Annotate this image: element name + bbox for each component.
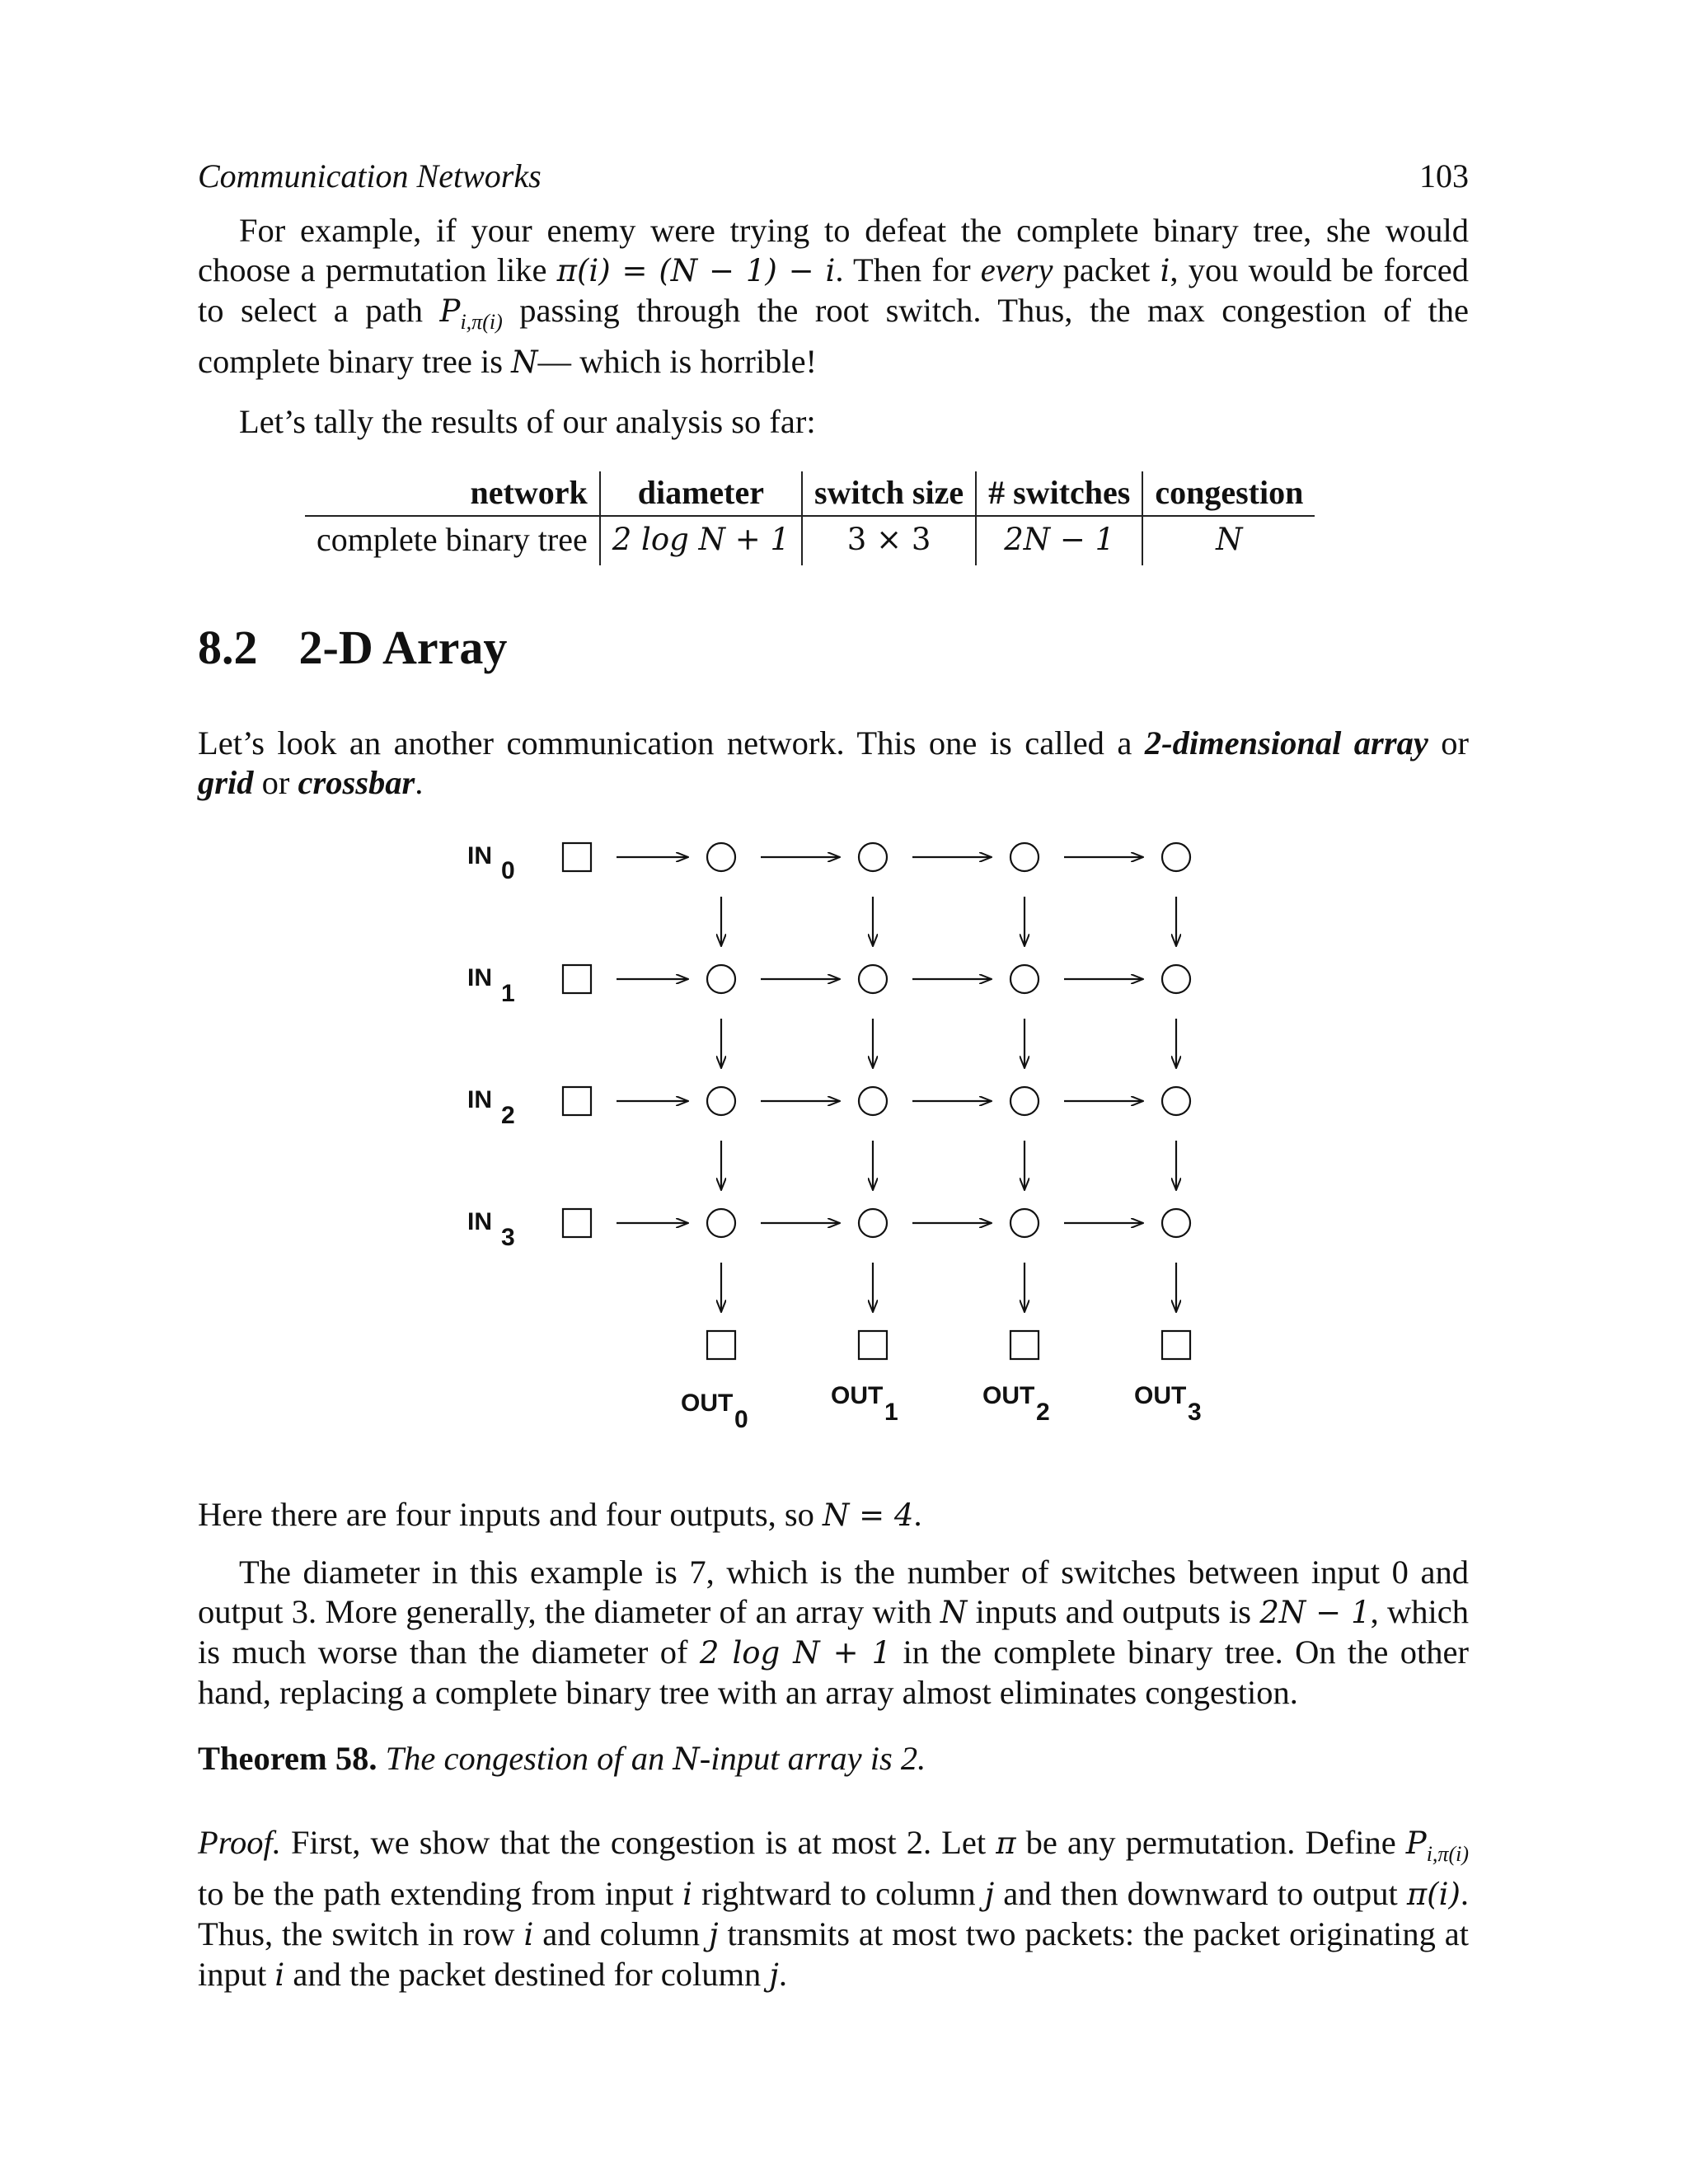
math: i [274, 1957, 285, 1994]
math: 2N − 1 [1259, 1595, 1371, 1630]
input-port [563, 1087, 591, 1115]
input-label: IN [467, 1208, 492, 1235]
output-label: OUT [831, 1382, 884, 1409]
switch-node [859, 1087, 887, 1115]
term: 2-dimensional array [1144, 724, 1428, 762]
input-port [563, 1209, 591, 1237]
math: j [769, 1957, 779, 1994]
output-label: OUT [982, 1382, 1035, 1409]
math: i [682, 1877, 692, 1913]
text: be any permutation. Define [1015, 1824, 1406, 1861]
switch-node [1162, 1087, 1190, 1115]
text: inputs and outputs is [967, 1593, 1260, 1630]
page-number: 103 [1419, 157, 1469, 194]
switch-node [1010, 965, 1039, 993]
theorem-label: Theorem 58. [198, 1740, 377, 1777]
input-label-sub: 0 [501, 857, 515, 884]
switch-node [859, 843, 887, 871]
math: N [673, 1741, 700, 1777]
text: packet [1053, 251, 1160, 288]
table-cell: N [1142, 516, 1315, 565]
input-label: IN [467, 842, 492, 869]
output-label-sub: 1 [884, 1399, 898, 1426]
text: For example, if your enemy were trying to defeat the complete binary tree, she would choose a permutation like [198, 212, 1469, 288]
table-header-cell: switch size [802, 471, 976, 516]
switch-node [859, 1209, 887, 1237]
input-port [563, 843, 591, 871]
paragraph-diameter [198, 1553, 1469, 1713]
text: to be the path extending from input [198, 1875, 683, 1913]
input-label: IN [467, 1086, 492, 1113]
term: crossbar [298, 764, 415, 801]
text: passing through the root switch. Thus, the max congestion of the complete binary tree is [198, 292, 1469, 381]
switch-node [1010, 843, 1039, 871]
theorem [198, 1739, 1469, 1779]
text: Here there are four inputs and four outputs, so [198, 1496, 823, 1533]
switch-node [1010, 1209, 1039, 1237]
math: j [709, 1917, 719, 1953]
table-header-cell: diameter [600, 471, 802, 516]
switch-node [707, 1209, 735, 1237]
text: — which is horrible! [537, 343, 818, 381]
output-port [1162, 1331, 1190, 1359]
theorem-text: -input array is 2. [699, 1740, 926, 1777]
text: . [778, 1956, 788, 1994]
switch-node [1162, 965, 1190, 993]
switch-node [707, 843, 735, 871]
table-cell: 2N − 1 [976, 516, 1142, 565]
text: , which is much worse than the diameter of [198, 1593, 1470, 1671]
math: N = 4 [823, 1497, 914, 1533]
section-title: 2-D Array [298, 621, 508, 674]
math: π(i) = (N − 1) − i [556, 253, 836, 288]
math: P [1405, 1825, 1427, 1861]
text: . Then for [835, 251, 981, 288]
math: 2 log N + 1 [699, 1635, 892, 1671]
input-port [563, 965, 591, 993]
output-port [859, 1331, 887, 1359]
term: grid [198, 764, 254, 801]
switch-node [1010, 1087, 1039, 1115]
input-label-sub: 1 [501, 980, 515, 1007]
text: in the complete binary tree. On the other hand, replacing a complete binary tree with an array almost eliminates congestion. [198, 1633, 1469, 1711]
output-port [707, 1331, 735, 1359]
switch-node [1162, 1209, 1190, 1237]
math: i [523, 1917, 534, 1953]
math: π [996, 1825, 1016, 1861]
output-label-sub: 0 [734, 1406, 748, 1433]
output-label-sub: 3 [1188, 1399, 1202, 1426]
switch-node [859, 965, 887, 993]
math: i [1160, 253, 1170, 288]
text: The diameter in this example is 7, which is the number of switches between input 0 and output 3. More generally, the diameter of an array with [198, 1554, 1469, 1630]
text: or [253, 764, 298, 801]
text: . Thus, the switch in row [198, 1875, 1470, 1953]
proof-label: Proof. [198, 1824, 281, 1861]
text: transmits at most two packets: the packet originating at input [198, 1915, 1469, 1994]
input-label-sub: 2 [501, 1102, 515, 1129]
math-subscript: i,π(i) [460, 310, 503, 335]
output-port [1010, 1331, 1039, 1359]
input-label-sub: 3 [501, 1224, 515, 1251]
section-number: 8.2 [198, 621, 258, 674]
table-cell: complete binary tree [316, 521, 588, 558]
table-header-cell: # switches [976, 471, 1142, 516]
math: N [940, 1595, 968, 1630]
text: or [1428, 724, 1470, 762]
theorem-text: The congestion of an [385, 1740, 673, 1777]
table-header-cell: network [305, 471, 600, 516]
text: and the packet destined for column [284, 1956, 770, 1994]
output-label-sub: 2 [1036, 1399, 1050, 1426]
output-label: OUT [681, 1390, 734, 1417]
math: π(i) [1406, 1877, 1461, 1913]
switch-node [1162, 843, 1190, 871]
switch-node [707, 965, 735, 993]
paragraph-tally: Let’s tally the results of our analysis so far: [239, 403, 816, 440]
math: j [984, 1877, 995, 1913]
math: N [511, 344, 538, 381]
math: P [439, 293, 461, 329]
math-subscript: i,π(i) [1426, 1842, 1469, 1867]
table-cell: 2 log N + 1 [600, 516, 802, 565]
switch-node [707, 1087, 735, 1115]
input-label: IN [467, 964, 492, 991]
running-title: Communication Networks [198, 157, 542, 194]
text: rightward to column [692, 1875, 985, 1913]
output-label: OUT [1134, 1382, 1187, 1409]
table-cell: 3 × 3 [802, 516, 976, 565]
table-header-cell: congestion [1142, 471, 1315, 516]
emphasis: every [980, 251, 1053, 288]
text: . [913, 1496, 922, 1533]
text: . [415, 764, 424, 801]
proof [198, 1823, 1469, 1995]
paragraph-inputs [198, 1495, 1469, 1535]
text: , you would be forced to select a path [198, 251, 1469, 329]
text: First, we show that the congestion is at most 2. Let [280, 1824, 996, 1861]
text: and then downward to output [994, 1875, 1407, 1913]
text: Let’s look an another communication network. This one is called a [198, 724, 1145, 762]
text: and column [533, 1915, 710, 1953]
